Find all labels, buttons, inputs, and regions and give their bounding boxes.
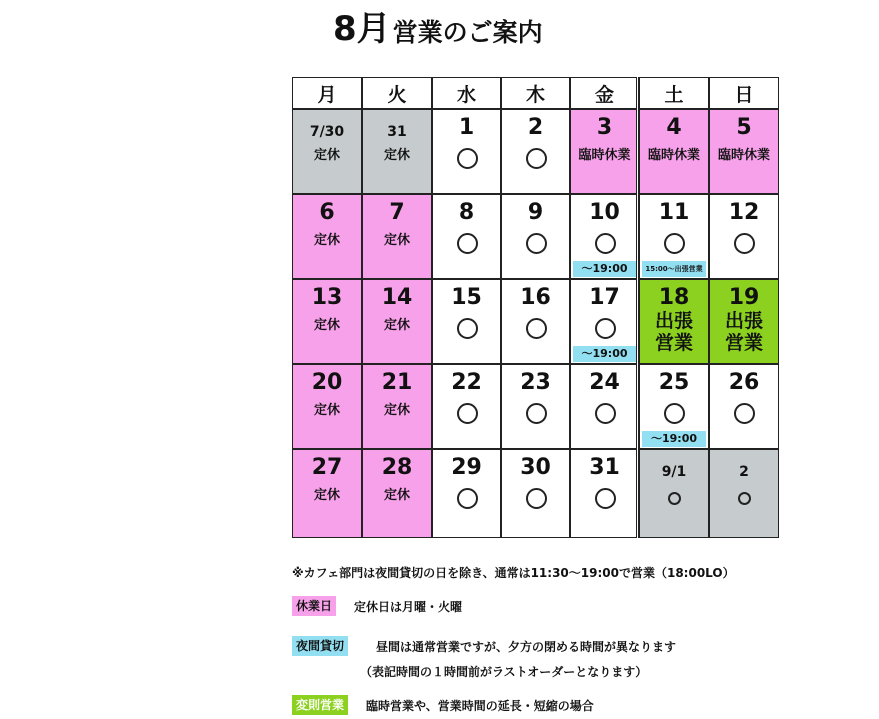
- day-cell: [639, 109, 709, 194]
- legend-irregular: [292, 695, 594, 715]
- day-number: 9: [527, 200, 544, 225]
- open-circle-icon: [457, 488, 478, 509]
- day-number: 22: [451, 370, 482, 395]
- day-number: 30: [520, 455, 551, 480]
- open-circle-icon: [664, 403, 685, 424]
- day-number: 31: [589, 455, 620, 480]
- legend-badge-holiday: 休業日: [292, 596, 336, 616]
- day-number: 17: [589, 285, 620, 310]
- weekday-header: 火: [362, 77, 432, 109]
- day-number: 8: [458, 200, 475, 225]
- open-circle-icon: [526, 148, 547, 169]
- day-status: 定休: [313, 488, 340, 503]
- open-circle-icon: [457, 233, 478, 254]
- legend-text-irregular: 臨時営業や、営業時間の延長・短縮の場合: [366, 698, 594, 713]
- day-cell: [570, 194, 639, 279]
- open-circle-icon: [738, 492, 751, 505]
- day-number: 2: [527, 115, 544, 140]
- day-cell: [362, 364, 432, 449]
- day-number: 5: [736, 115, 752, 140]
- weekday-header: 木: [501, 77, 570, 109]
- day-cell: [432, 449, 501, 538]
- day-number: 12: [728, 200, 760, 225]
- day-status: 定休: [383, 488, 410, 503]
- weekday-header: 水: [432, 77, 501, 109]
- day-cell: [362, 194, 432, 279]
- day-cell: [501, 279, 570, 364]
- day-cell: [709, 449, 779, 538]
- day-status: 臨時休業: [578, 148, 631, 163]
- day-cell: [639, 194, 709, 279]
- day-number: 25: [658, 370, 690, 395]
- weekday-header: 土: [639, 77, 709, 109]
- day-cell: [501, 194, 570, 279]
- day-number: 27: [311, 455, 343, 480]
- legend-night: [292, 636, 676, 656]
- day-cell: [570, 109, 639, 194]
- day-cell: [362, 279, 432, 364]
- legend-badge-night: 夜間貸切: [292, 636, 348, 656]
- day-number: 20: [311, 370, 343, 395]
- day-cell: [501, 364, 570, 449]
- day-number: 18: [658, 285, 690, 310]
- open-circle-icon: [664, 233, 685, 254]
- day-cell: [362, 449, 432, 538]
- day-cell: [709, 279, 779, 364]
- day-number: 7: [389, 200, 405, 225]
- day-number: 23: [520, 370, 551, 395]
- day-status: 定休: [313, 318, 340, 333]
- day-status: 定休: [383, 148, 410, 163]
- day-cell: [432, 364, 501, 449]
- weekday-header: 日: [709, 77, 779, 109]
- day-status: 臨時休業: [717, 148, 770, 163]
- day-number: 31: [387, 124, 407, 140]
- day-cell: [639, 279, 709, 364]
- day-status: 定休: [313, 148, 340, 163]
- day-number: 15: [451, 285, 482, 310]
- day-cell: [292, 279, 362, 364]
- day-number: 7/30: [309, 124, 345, 140]
- day-status: 臨時休業: [647, 148, 700, 163]
- day-number: 14: [381, 285, 413, 310]
- day-cell: [570, 364, 639, 449]
- day-note: ～19:00: [642, 431, 706, 447]
- day-cell: [639, 364, 709, 449]
- day-cell: [709, 109, 779, 194]
- day-number: 24: [589, 370, 620, 395]
- open-circle-icon: [595, 488, 616, 509]
- day-cell: [570, 449, 639, 538]
- day-status: 定休: [383, 233, 410, 248]
- day-cell: [432, 109, 501, 194]
- day-status: 定休: [383, 403, 410, 418]
- open-circle-icon: [595, 318, 616, 339]
- day-cell: [709, 364, 779, 449]
- day-cell: [709, 194, 779, 279]
- page-title: [333, 4, 543, 48]
- day-cell: [292, 194, 362, 279]
- day-number: 21: [381, 370, 413, 395]
- open-circle-icon: [526, 233, 547, 254]
- day-cell: [292, 449, 362, 538]
- open-circle-icon: [526, 318, 547, 339]
- open-circle-icon: [457, 148, 478, 169]
- open-circle-icon: [526, 488, 547, 509]
- day-number: 13: [311, 285, 343, 310]
- day-cell: [292, 109, 362, 194]
- day-number: 3: [596, 115, 613, 140]
- legend-text-holiday: 定休日は月曜・火曜: [354, 599, 463, 614]
- day-special: 出張 営業: [654, 310, 693, 354]
- day-number: 9/1: [661, 464, 687, 480]
- calendar: [292, 77, 779, 538]
- open-circle-icon: [595, 233, 616, 254]
- day-cell: [362, 109, 432, 194]
- day-cell: [432, 194, 501, 279]
- day-number: 2: [739, 464, 749, 480]
- day-number: 10: [589, 200, 620, 225]
- day-number: 11: [658, 200, 690, 225]
- day-status: 定休: [383, 318, 410, 333]
- day-cell: [292, 364, 362, 449]
- open-circle-icon: [595, 403, 616, 424]
- day-cell: [570, 279, 639, 364]
- day-number: 28: [381, 455, 413, 480]
- day-cell: [501, 109, 570, 194]
- day-number: 6: [319, 200, 335, 225]
- legend-badge-irregular: 変則営業: [292, 695, 348, 715]
- weekday-header: 月: [292, 77, 362, 109]
- day-note: ～19:00: [573, 261, 636, 277]
- open-circle-icon: [457, 403, 478, 424]
- day-number: 16: [520, 285, 551, 310]
- day-number: 1: [458, 115, 475, 140]
- day-note: ～19:00: [573, 346, 636, 362]
- title-text: 営業のご案内: [392, 18, 543, 47]
- day-note: 15:00～出張営業: [642, 261, 706, 277]
- open-circle-icon: [734, 403, 755, 424]
- legend-text-night: 昼間は通常営業ですが、夕方の閉める時間が異なります: [376, 639, 677, 654]
- legend-holiday: [292, 596, 462, 616]
- day-number: 19: [728, 285, 760, 310]
- title-month: 8月: [333, 9, 391, 49]
- weekday-header: 金: [570, 77, 639, 109]
- day-status: 定休: [313, 403, 340, 418]
- day-status: 定休: [313, 233, 340, 248]
- day-cell: [639, 449, 709, 538]
- open-circle-icon: [668, 492, 681, 505]
- open-circle-icon: [457, 318, 478, 339]
- open-circle-icon: [734, 233, 755, 254]
- day-number: 4: [666, 115, 682, 140]
- day-special: 出張 営業: [724, 310, 763, 354]
- day-number: 26: [728, 370, 760, 395]
- open-circle-icon: [526, 403, 547, 424]
- day-number: 29: [451, 455, 482, 480]
- footnote: ※カフェ部門は夜間貸切の日を除き、通常は11:30～19:00で営業（18:00LO）: [292, 566, 735, 580]
- day-cell: [432, 279, 501, 364]
- weekend-divider: [636, 77, 639, 538]
- legend-subnote: （表記時間の１時間前がラストオーダーとなります）: [360, 665, 648, 679]
- day-cell: [501, 449, 570, 538]
